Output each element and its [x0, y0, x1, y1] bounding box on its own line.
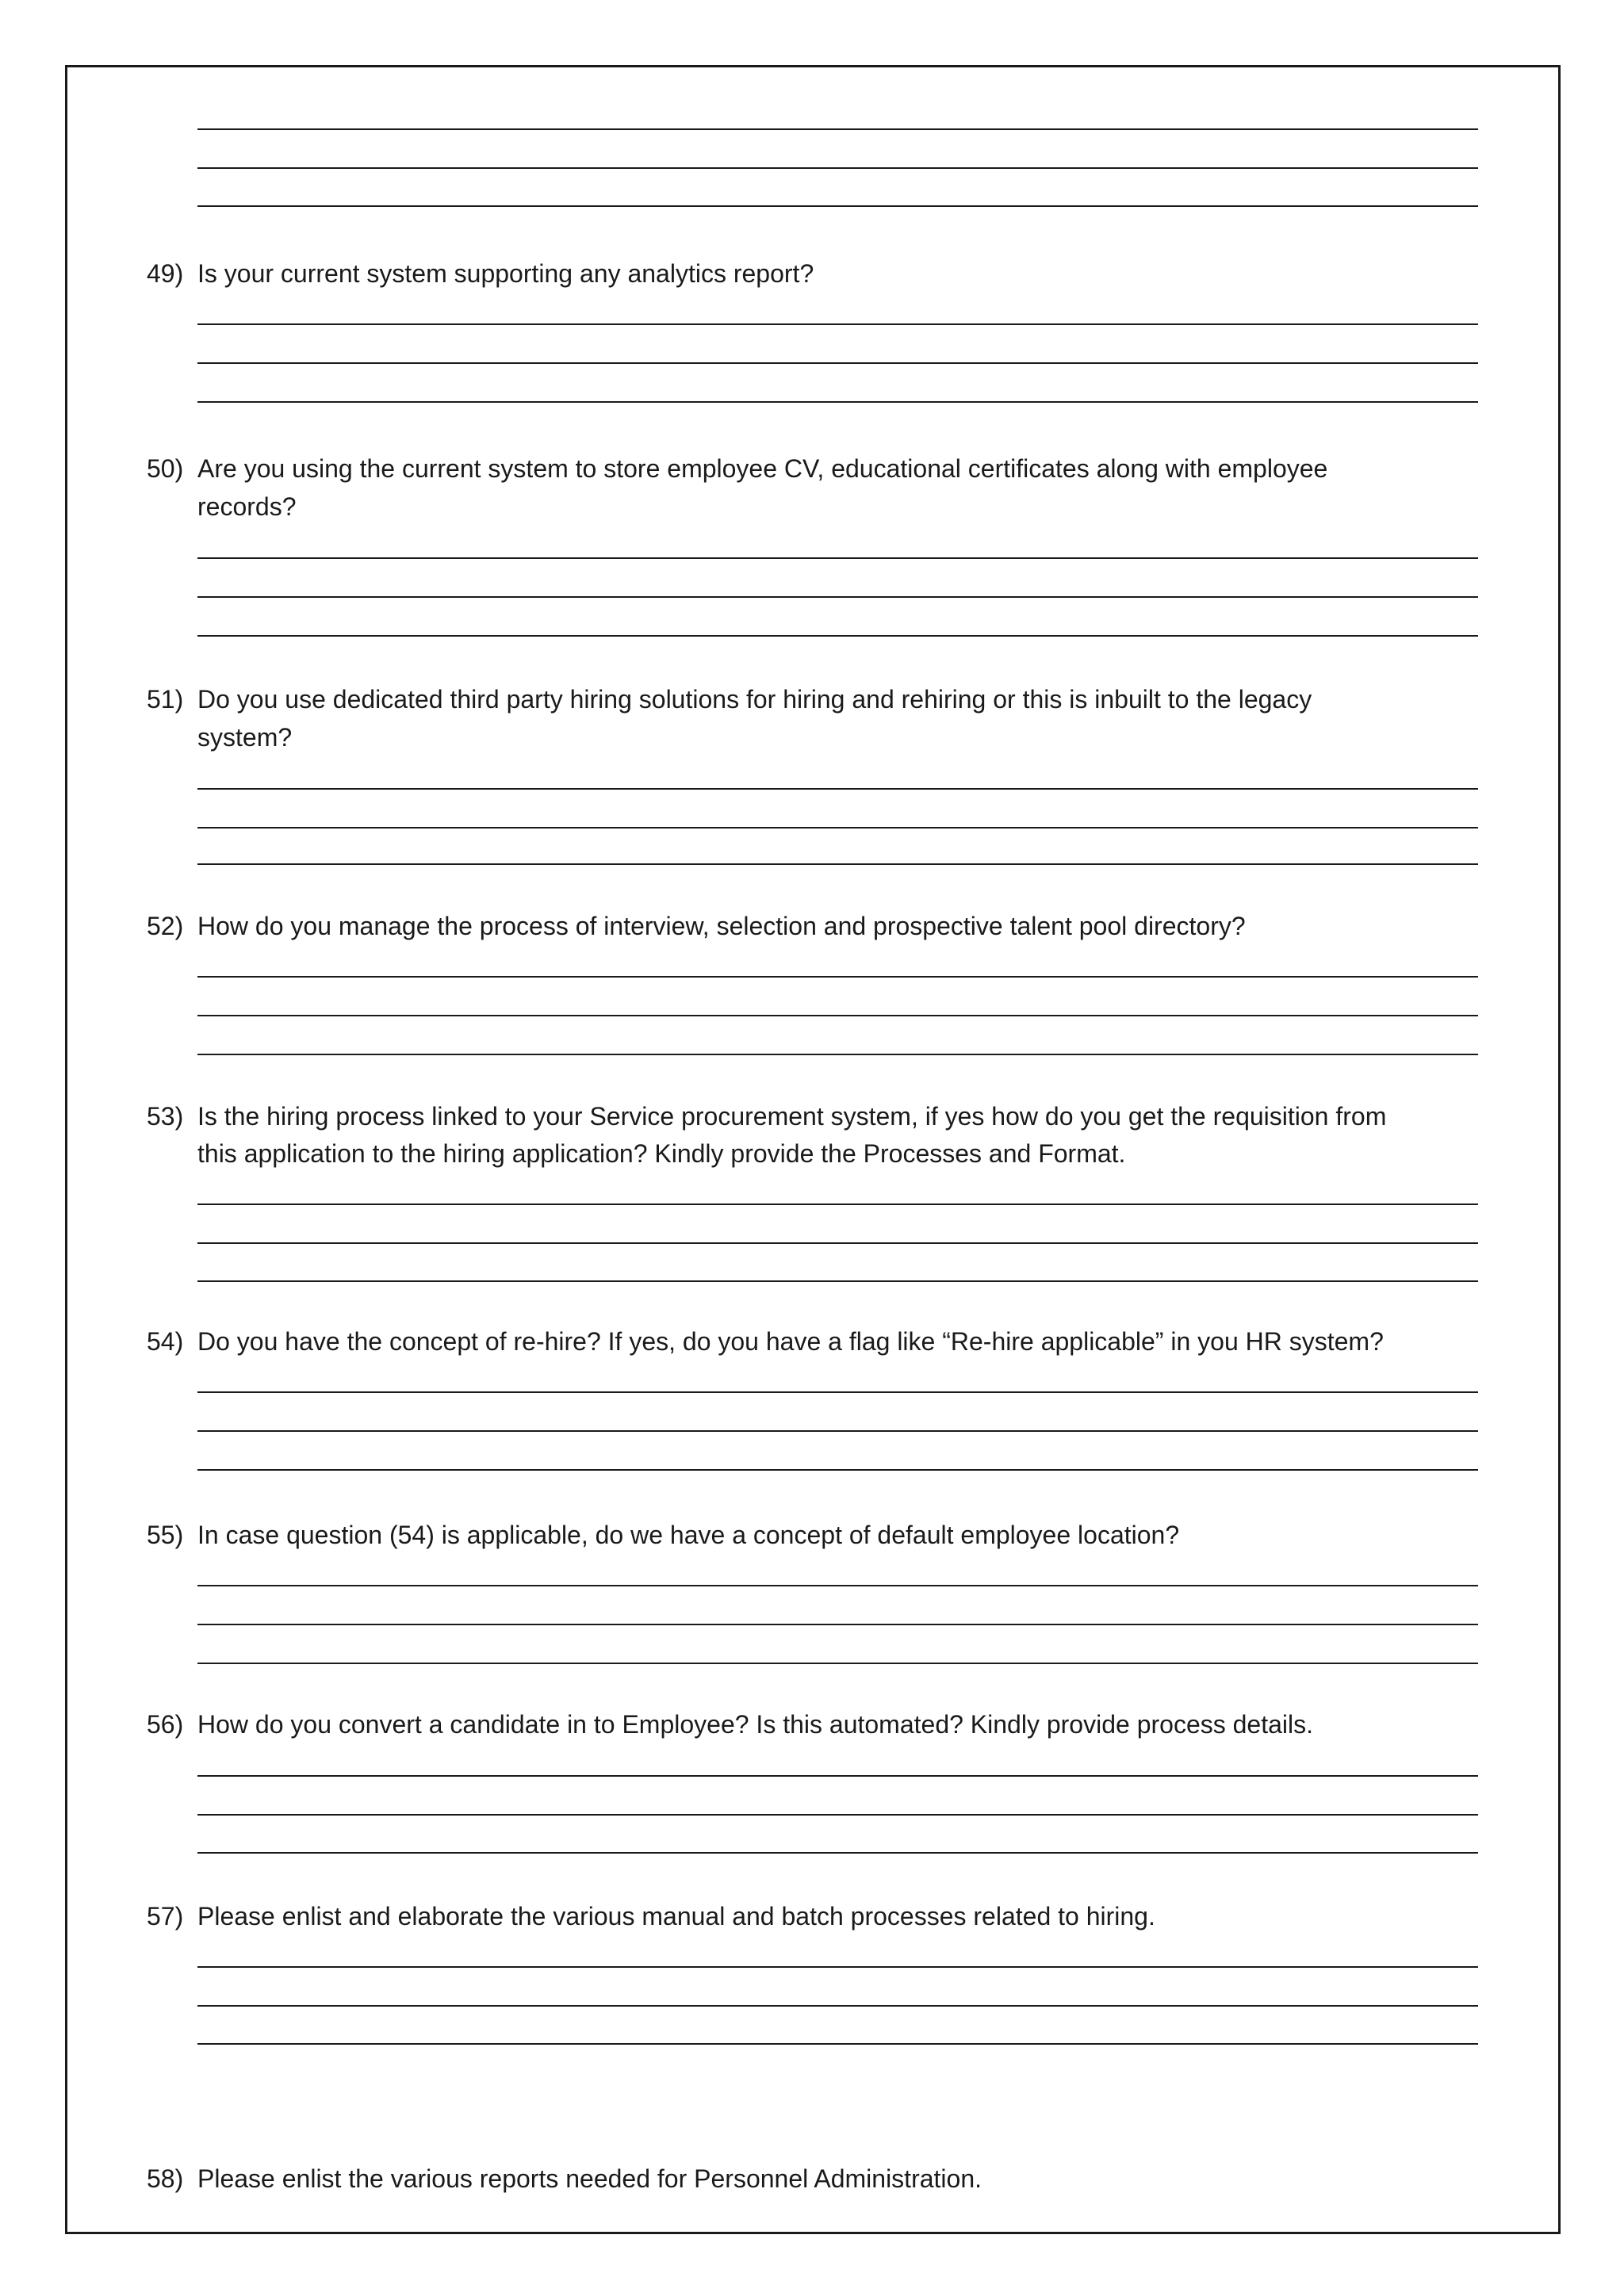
answer-line[interactable]	[197, 323, 1478, 325]
question-text-continued: this application to the hiring application? Kindly provide the Processes and Format.	[197, 1139, 1126, 1168]
answer-line[interactable]	[197, 863, 1478, 865]
answer-line[interactable]	[197, 635, 1478, 637]
answer-line[interactable]	[197, 827, 1478, 828]
answer-line[interactable]	[197, 1966, 1478, 1968]
answer-line[interactable]	[197, 788, 1478, 790]
question-text-continued: records?	[197, 492, 297, 521]
answer-line[interactable]	[197, 2005, 1478, 2007]
question-text: How do you convert a candidate in to Employee? Is this automated? Kindly provide process details.	[197, 1710, 1314, 1739]
question-number: 51)	[147, 685, 184, 714]
answer-line[interactable]	[197, 1663, 1478, 1664]
answer-line[interactable]	[197, 1624, 1478, 1625]
question-number: 55)	[147, 1521, 184, 1549]
answer-line[interactable]	[197, 1391, 1478, 1393]
question-text: Is the hiring process linked to your Service procurement system, if yes how do you get the requisition from	[197, 1102, 1387, 1131]
answer-line[interactable]	[197, 167, 1478, 169]
answer-line[interactable]	[197, 1015, 1478, 1016]
answer-line[interactable]	[197, 401, 1478, 403]
question-text: Are you using the current system to store employee CV, educational certificates along with employee	[197, 454, 1328, 483]
answer-line[interactable]	[197, 976, 1478, 978]
answer-line[interactable]	[197, 1814, 1478, 1816]
question-number: 49)	[147, 259, 184, 288]
answer-line[interactable]	[197, 2043, 1478, 2045]
question-text-continued: system?	[197, 723, 293, 752]
question-number: 54)	[147, 1327, 184, 1356]
answer-line[interactable]	[197, 1585, 1478, 1586]
answer-line[interactable]	[197, 1430, 1478, 1432]
answer-line[interactable]	[197, 1280, 1478, 1282]
answer-line[interactable]	[197, 1054, 1478, 1055]
answer-line[interactable]	[197, 1203, 1478, 1205]
answer-line[interactable]	[197, 1852, 1478, 1854]
question-text: Do you use dedicated third party hiring solutions for hiring and rehiring or this is inbuilt to the legacy	[197, 685, 1312, 714]
question-number: 52)	[147, 912, 184, 940]
question-text: Is your current system supporting any analytics report?	[197, 259, 814, 288]
question-text: Please enlist and elaborate the various manual and batch processes related to hiring.	[197, 1902, 1155, 1931]
question-text: Do you have the concept of re-hire? If yes, do you have a flag like “Re-hire applicable” in you HR system?	[197, 1327, 1384, 1356]
answer-line[interactable]	[197, 362, 1478, 364]
answer-line[interactable]	[197, 128, 1478, 130]
answer-line[interactable]	[197, 596, 1478, 598]
answer-line[interactable]	[197, 557, 1478, 559]
answer-line[interactable]	[197, 1775, 1478, 1777]
question-number: 58)	[147, 2164, 184, 2193]
question-number: 50)	[147, 454, 184, 483]
question-text: Please enlist the various reports needed for Personnel Administration.	[197, 2164, 982, 2193]
answer-line[interactable]	[197, 205, 1478, 207]
answer-line[interactable]	[197, 1242, 1478, 1244]
question-text: In case question (54) is applicable, do we have a concept of default employee location?	[197, 1521, 1180, 1549]
question-number: 56)	[147, 1710, 184, 1739]
question-number: 53)	[147, 1102, 184, 1131]
question-number: 57)	[147, 1902, 184, 1931]
answer-line[interactable]	[197, 1469, 1478, 1471]
question-text: How do you manage the process of interview, selection and prospective talent pool directory?	[197, 912, 1246, 940]
